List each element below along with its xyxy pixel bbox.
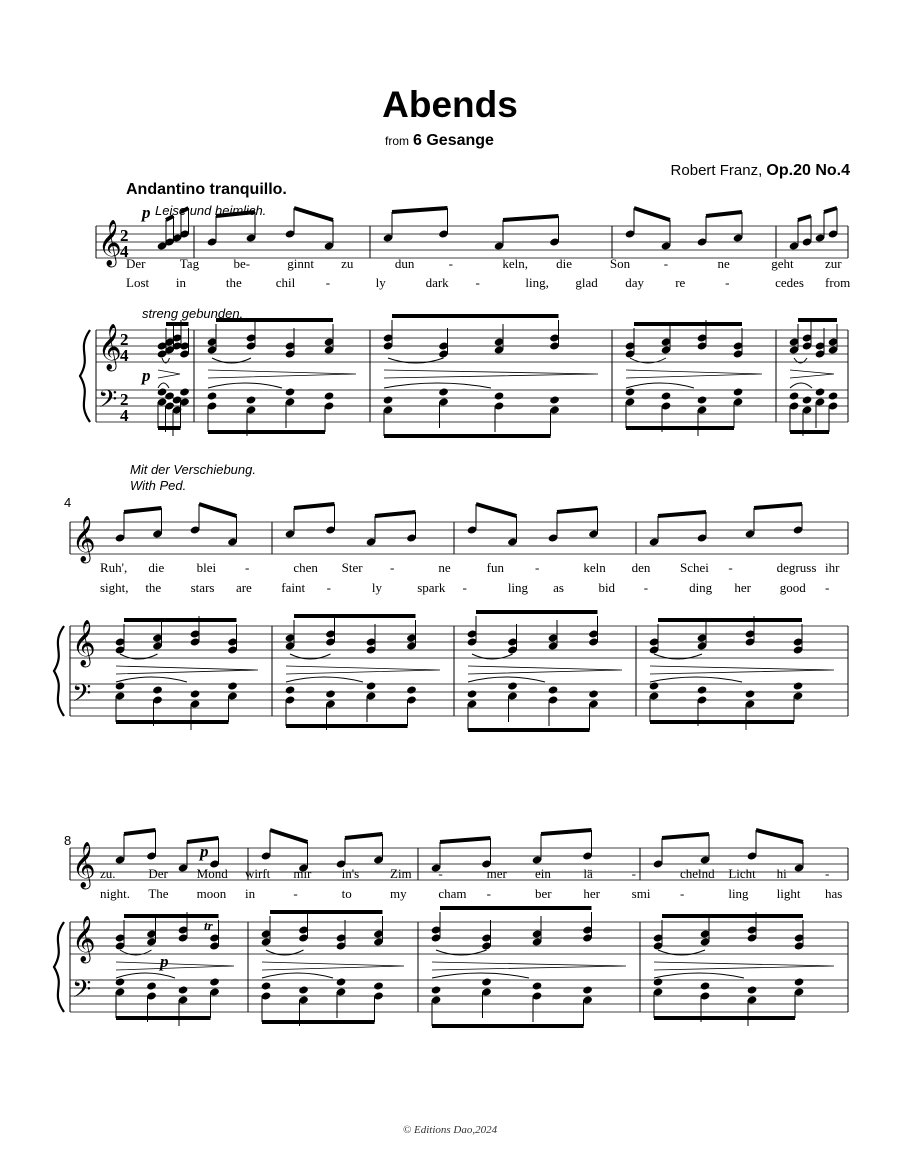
lyric-syllable-english: - [475, 275, 480, 290]
lyric-syllable-english: Lost [126, 275, 150, 290]
lyric-syllable-english: - [825, 580, 830, 595]
composer-credit [671, 162, 850, 180]
lyric-syllable-german: die [148, 560, 165, 575]
lyric-syllable-german: Mond [196, 866, 228, 881]
treble-clef-icon: 𝄞 [72, 842, 96, 888]
bass-upper-note-head [494, 391, 505, 400]
lyric-syllable-english: light [776, 886, 801, 901]
beam [476, 504, 517, 516]
copyright-footer: © Editions Dao,2024 [402, 1124, 498, 1136]
lyric-syllable-english: ly [375, 275, 386, 290]
lyric-syllable-german: ginnt [287, 256, 315, 271]
piano-direction: streng gebunden. [142, 306, 244, 321]
lyric-syllable-german: zu [341, 256, 354, 271]
bass-upper-note-head [431, 985, 442, 994]
bass-upper-note-head [115, 681, 126, 690]
bass-upper-note-head [246, 395, 257, 404]
slur [790, 383, 812, 388]
decrescendo-hairpin [432, 962, 626, 970]
piano-brace [80, 330, 90, 422]
beam [662, 834, 709, 838]
lyric-syllable-english: cedes [775, 275, 804, 290]
lyric-syllable-english: ding [689, 580, 713, 595]
lyric-syllable-german: - [245, 560, 250, 575]
bass-upper-note-head [793, 681, 804, 690]
lyric-syllable-german: - [663, 256, 669, 271]
bass-upper-note-head [700, 981, 711, 990]
bass-upper-note-head [549, 395, 560, 404]
lyric-syllable-english: - [462, 580, 467, 595]
lyric-syllable-english: dark [425, 275, 449, 290]
lyric-syllable-english: to [341, 886, 352, 901]
time-signature-denominator: 4 [120, 346, 129, 365]
bass-upper-note-head [653, 977, 664, 986]
measure-number-4: 4 [64, 495, 72, 510]
lyric-syllable-english: bid [598, 580, 616, 595]
voice-dynamic: p [142, 203, 151, 222]
decrescendo-hairpin [286, 666, 440, 674]
measure-number-8: 8 [64, 833, 72, 848]
lyric-syllable-english: re [675, 275, 686, 290]
slur [654, 973, 744, 978]
bass-upper-note-head [190, 689, 201, 698]
lyric-syllable-german: chelnd [680, 866, 715, 881]
bass-upper-note-head [697, 685, 708, 694]
lyric-syllable-german: blei [196, 560, 217, 575]
bass-upper-note-head [209, 977, 220, 986]
treble-clef-icon: 𝄞 [72, 916, 96, 962]
lyric-syllable-german: - [448, 256, 453, 271]
lyric-syllable-german: ihr [825, 560, 840, 575]
lyric-syllable-german: Der [148, 866, 168, 881]
beam [824, 208, 837, 212]
bass-upper-note-head [532, 981, 543, 990]
lyric-syllable-english: ly [371, 580, 382, 595]
slur [384, 383, 491, 388]
lyric-syllable-german: chen [293, 560, 318, 575]
beam [440, 838, 491, 842]
treble-clef-icon: 𝄞 [98, 324, 122, 370]
lyric-syllable-english: - [680, 886, 685, 901]
lyric-syllable-german: Schei [680, 560, 709, 575]
beam [557, 508, 598, 512]
lyric-syllable-german: den [631, 560, 651, 575]
bass-upper-note-head [588, 689, 599, 698]
decrescendo-hairpin [626, 370, 762, 378]
lyric-syllable-english: night. [100, 886, 130, 901]
bass-upper-note-head [481, 977, 492, 986]
lyric-syllable-german: be- [233, 256, 251, 271]
bass-upper-note-head [285, 685, 296, 694]
lyric-syllable-english: ling [507, 580, 529, 595]
beam [294, 208, 333, 220]
lyric-syllable-german: - [825, 866, 830, 881]
bass-upper-note-head [179, 387, 190, 396]
composer-name: Robert Franz, [670, 162, 763, 179]
bass-upper-note-head [733, 387, 744, 396]
lyric-syllable-english: the [145, 580, 162, 595]
bass-upper-note-head [146, 981, 157, 990]
lyric-syllable-german: Son [609, 256, 631, 271]
lyric-syllable-english: spark [417, 580, 446, 595]
beam [503, 216, 559, 220]
lyric-syllable-english: The [148, 886, 169, 901]
beam [756, 830, 803, 842]
lyric-syllable-german: zur [825, 256, 842, 271]
lyric-syllable-english: from [825, 275, 851, 290]
lyric-syllable-english: as [553, 580, 564, 595]
lyric-syllable-german: Zim [390, 866, 412, 881]
lyric-syllable-english: ling [728, 886, 749, 901]
bass-upper-note-head [207, 391, 218, 400]
piano-dynamic: p [142, 366, 151, 385]
bass-upper-note-head [373, 981, 384, 990]
slur [626, 383, 694, 388]
slur [262, 973, 333, 978]
bass-upper-note-head [507, 681, 518, 690]
subtitle [385, 132, 494, 150]
decrescendo-hairpin [384, 370, 598, 378]
bass-upper-note-head [582, 985, 593, 994]
decrescendo-hairpin [208, 370, 356, 378]
lyric-syllable-german: - [535, 560, 540, 575]
lyric-syllable-english: in [245, 886, 256, 901]
bass-clef-icon: 𝄢 [98, 385, 118, 420]
lyric-syllable-german: ne [438, 560, 451, 575]
bass-upper-note-head [789, 391, 800, 400]
lyric-syllable-german: - [728, 560, 733, 575]
bass-upper-note-head [285, 387, 296, 396]
bass-upper-note-head [178, 985, 189, 994]
treble-clef-icon: 𝄞 [72, 620, 96, 666]
bass-upper-note-head [661, 391, 672, 400]
bass-upper-note-head [336, 977, 347, 986]
bass-upper-note-head [649, 681, 660, 690]
lyric-syllable-english: in [175, 275, 187, 290]
pedal-direction: With Ped. [130, 478, 187, 493]
lyric-syllable-english: smi [631, 886, 651, 901]
bass-upper-note-head [794, 977, 805, 986]
slur [116, 677, 187, 682]
lyric-syllable-english: cham [438, 886, 467, 901]
slur [158, 383, 169, 388]
decrescendo-hairpin [468, 666, 622, 674]
bass-upper-note-head [747, 985, 758, 994]
beam [541, 830, 592, 834]
slur [650, 677, 742, 682]
lyric-syllable-german: keln [583, 560, 606, 575]
lyric-syllable-english: are [235, 580, 252, 595]
lyric-syllable-english: her [734, 580, 751, 595]
beam [754, 504, 802, 508]
bass-upper-note-head [324, 391, 335, 400]
subtitle-work: 6 Gesange [413, 132, 494, 149]
bass-upper-note-head [815, 387, 826, 396]
bass-upper-note-head [802, 395, 813, 404]
voice-direction: Leise und heimlich. [155, 203, 267, 218]
lyric-syllable-german: keln, [502, 256, 529, 271]
decrescendo-hairpin [262, 962, 404, 970]
bass-upper-note-head [383, 395, 394, 404]
lyric-syllable-german: - [438, 866, 443, 881]
subtitle-prefix: from [385, 134, 409, 148]
lyric-syllable-german: - [631, 866, 636, 881]
lyric-syllable-german: ein [535, 866, 551, 881]
lyric-syllable-german: Der [126, 256, 146, 271]
lyric-syllable-german: mir [293, 866, 312, 881]
page-title: Abends [382, 84, 518, 125]
lyric-syllable-german: ne [717, 256, 730, 271]
time-signature-denominator: 4 [120, 242, 129, 261]
decrescendo-hairpin [650, 666, 834, 674]
lyric-syllable-german: Tag [179, 256, 200, 271]
lyric-syllable-german: zu. [100, 866, 116, 881]
slur [468, 677, 545, 682]
lyric-syllable-german: mer [486, 866, 507, 881]
lyric-syllable-english: faint [281, 580, 306, 595]
lyric-syllable-german: Ster [341, 560, 363, 575]
treble-clef-icon: 𝄞 [72, 516, 96, 562]
lyric-syllable-english: ber [535, 886, 552, 901]
trill-mark: tr [204, 918, 213, 933]
bass-upper-note-head [115, 977, 126, 986]
lyric-syllable-english: glad [575, 275, 598, 290]
beam [706, 212, 742, 216]
bass-upper-note-head [745, 689, 756, 698]
lyric-syllable-english: - [486, 886, 491, 901]
lyric-syllable-german: Licht [728, 866, 756, 881]
lyric-syllable-english: - [325, 275, 331, 290]
bass-upper-note-head [406, 685, 417, 694]
decrescendo-hairpin [790, 370, 834, 378]
lyric-syllable-english: chil [275, 275, 296, 290]
opus-number: Op.20 No.4 [766, 162, 850, 179]
lyric-syllable-german: - [390, 560, 395, 575]
lyric-syllable-german: in's [341, 866, 360, 881]
lyric-syllable-english: the [225, 275, 242, 290]
lyric-syllable-english: has [825, 886, 843, 901]
beam [392, 208, 448, 212]
lyric-syllable-german: Ruh', [100, 560, 128, 575]
slur [286, 677, 363, 682]
beam [270, 830, 308, 842]
treble-clef-icon: 𝄞 [98, 220, 122, 266]
tempo-marking: Andantino tranquillo. [126, 181, 287, 198]
bass-upper-note-head [261, 981, 272, 990]
time-signature-numerator: 2 [120, 330, 129, 349]
lyric-syllable-english: - [326, 580, 331, 595]
lyric-syllable-english: my [390, 886, 407, 901]
beam [124, 508, 162, 512]
lyric-syllable-english: - [725, 275, 730, 290]
lyric-syllable-german: wirft [245, 866, 271, 881]
bass-upper-note-head [467, 689, 478, 698]
slur [208, 383, 282, 388]
beam [345, 834, 383, 838]
lyric-syllable-german: lä [583, 866, 593, 881]
bass-upper-note-head [438, 387, 449, 396]
slur [432, 973, 529, 978]
lyric-syllable-english: good [779, 580, 806, 595]
bass-upper-note-head [625, 387, 636, 396]
time-signature-denominator: 4 [120, 406, 129, 425]
bass-clef-icon: 𝄢 [72, 975, 92, 1010]
piano-dynamic-m8: p [160, 952, 169, 971]
shift-pedal-direction: Mit der Verschiebung. [130, 462, 256, 477]
lyric-syllable-german: hi [776, 866, 787, 881]
lyric-syllable-german: fun [486, 560, 504, 575]
voice-dynamic-m8: p [200, 842, 209, 861]
bass-upper-note-head [366, 681, 377, 690]
time-signature-numerator: 2 [120, 390, 129, 409]
piano-brace [54, 626, 64, 716]
bass-upper-note-head [697, 395, 708, 404]
beam [658, 512, 706, 516]
beam [798, 216, 811, 220]
bass-upper-note-head [227, 681, 238, 690]
beam [375, 512, 416, 516]
beam [294, 504, 335, 508]
bass-upper-note-head [828, 391, 839, 400]
beam [124, 830, 156, 834]
lyric-syllable-english: stars [190, 580, 215, 595]
decrescendo-hairpin [116, 962, 234, 970]
piano-brace [54, 922, 64, 1012]
lyric-syllable-german: geht [771, 256, 794, 271]
lyric-syllable-english: moon [196, 886, 227, 901]
bass-upper-note-head [325, 689, 336, 698]
bass-upper-note-head [152, 685, 163, 694]
lyric-syllable-english: her [583, 886, 600, 901]
bass-clef-icon: 𝄢 [72, 679, 92, 714]
bass-upper-note-head [298, 985, 309, 994]
time-signature-numerator: 2 [120, 226, 129, 245]
beam [199, 504, 237, 516]
decrescendo-hairpin [158, 370, 180, 378]
lyric-syllable-english: - [293, 886, 298, 901]
lyric-syllable-german: degruss [776, 560, 817, 575]
decrescendo-hairpin [654, 962, 834, 970]
lyric-syllable-english: sight, [100, 580, 129, 595]
lyric-syllable-german: die [556, 256, 573, 271]
lyric-syllable-english: ling, [525, 275, 549, 290]
bass-upper-note-head [548, 685, 559, 694]
beam [634, 208, 670, 220]
lyric-syllable-english: day [625, 275, 645, 290]
decrescendo-hairpin [116, 666, 258, 674]
slur [116, 973, 175, 978]
lyric-syllable-english: - [643, 580, 649, 595]
lyric-syllable-german: dun [394, 256, 415, 271]
